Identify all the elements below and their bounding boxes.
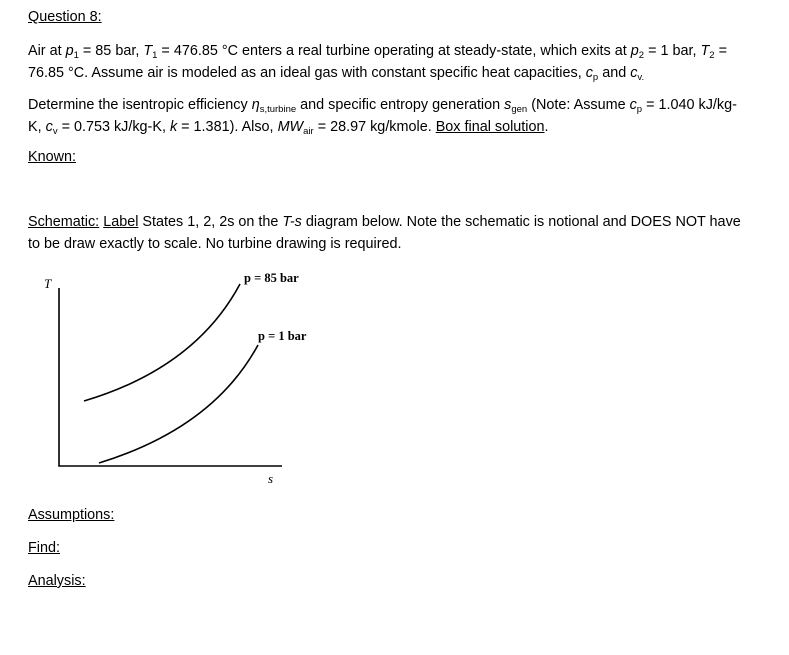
subscript-t1: 1 bbox=[152, 50, 158, 61]
symbol-mw: MW bbox=[277, 119, 304, 135]
value-cv: = 0.753 kJ/kg-K, bbox=[61, 119, 166, 135]
question-heading: Question 8: bbox=[28, 9, 102, 25]
schematic-text-1: States 1, 2, 2s on the bbox=[142, 214, 279, 230]
subscript-cv: v. bbox=[637, 72, 645, 83]
value-p2: = 1 bar, bbox=[648, 43, 697, 59]
symbol-t2: T bbox=[700, 43, 710, 59]
schematic-text-2: diagram below. Note the schematic is notional and DOES NOT have bbox=[305, 214, 741, 230]
low-pressure-label: p = 1 bar bbox=[258, 329, 307, 343]
s-axis-label: s bbox=[268, 471, 274, 486]
text-and: and bbox=[602, 65, 627, 81]
symbol-p1: p bbox=[65, 43, 74, 59]
value-k: = 1.381). Also, bbox=[181, 119, 274, 135]
known-label: Known: bbox=[28, 149, 76, 165]
subscript-sgen: gen bbox=[511, 104, 528, 115]
box-final-solution: Box final solution bbox=[435, 119, 545, 135]
symbol-eta: η bbox=[251, 97, 260, 113]
symbol-cv: c bbox=[630, 65, 638, 81]
text-k-unit: K, bbox=[28, 119, 42, 135]
subscript-cp-2: p bbox=[636, 104, 643, 115]
subscript-cv-2: v bbox=[52, 126, 58, 137]
value-t2: = 76.85 °C. Assume air is modeled as an ideal gas with constant specific heat capacities, bbox=[28, 43, 727, 81]
high-pressure-label: p = 85 bar bbox=[244, 271, 299, 285]
label-word: Label bbox=[103, 214, 139, 230]
determine-statement bbox=[28, 94, 763, 138]
text-note: (Note: Assume bbox=[531, 97, 626, 113]
text-air-at: Air at bbox=[28, 43, 62, 59]
symbol-cv-2: c bbox=[45, 119, 53, 135]
find-label: Find: bbox=[28, 540, 60, 556]
subscript-cp: p bbox=[592, 72, 599, 83]
subscript-eta: s,turbine bbox=[259, 104, 297, 115]
value-p1: = 85 bar, bbox=[82, 43, 140, 59]
symbol-p2: p bbox=[630, 43, 639, 59]
text-period: . bbox=[544, 119, 549, 135]
subscript-mw: air bbox=[303, 126, 314, 137]
text-determine: Determine the isentropic efficiency bbox=[28, 97, 248, 113]
subscript-p1: 1 bbox=[73, 50, 79, 61]
symbol-sgen: s bbox=[504, 97, 512, 113]
subscript-p2: 2 bbox=[638, 50, 645, 61]
schematic-label: Schematic: bbox=[28, 214, 100, 230]
isobar-high-pressure bbox=[84, 284, 240, 401]
subscript-t2: 2 bbox=[709, 50, 715, 61]
ts-text: T-s bbox=[282, 214, 302, 230]
value-cp: = 1.040 kJ/kg- bbox=[646, 97, 737, 113]
symbol-cp-2: c bbox=[629, 97, 637, 113]
problem-statement bbox=[28, 40, 763, 84]
symbol-cp: c bbox=[585, 65, 593, 81]
t-axis-label: T bbox=[44, 276, 52, 291]
symbol-t1: T bbox=[143, 43, 153, 59]
value-t1: = 476.85 °C enters a real turbine operating at steady-state, which exits at bbox=[161, 43, 627, 59]
schematic-instructions bbox=[28, 211, 763, 255]
schematic-text-3: to be draw exactly to scale. No turbine drawing is required. bbox=[28, 236, 402, 252]
ts-diagram bbox=[0, 260, 340, 490]
value-mw: = 28.97 kg/kmole. bbox=[317, 119, 432, 135]
axes bbox=[59, 288, 282, 466]
analysis-label: Analysis: bbox=[28, 573, 86, 589]
assumptions-label: Assumptions: bbox=[28, 507, 115, 523]
symbol-k: k bbox=[169, 119, 178, 135]
text-and-specific: and specific entropy generation bbox=[300, 97, 501, 113]
isobar-low-pressure bbox=[99, 345, 258, 463]
